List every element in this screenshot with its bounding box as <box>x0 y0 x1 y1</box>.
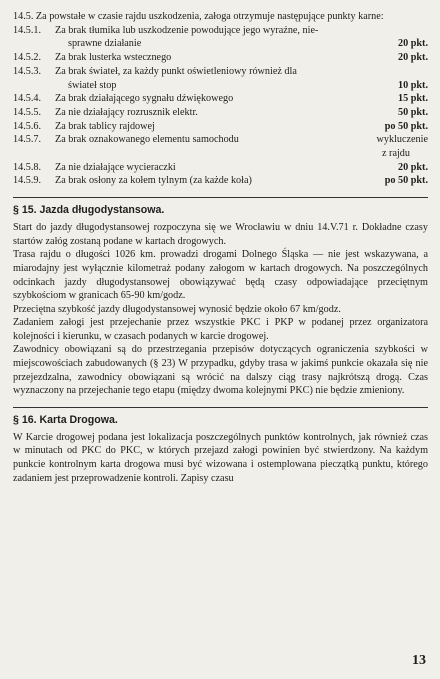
penalty-amount: po 50 pkt. <box>384 175 428 187</box>
penalty-intro <box>13 10 428 24</box>
penalty-item <box>13 51 428 65</box>
penalty-amount: 20 pkt. <box>397 52 428 64</box>
penalty-item <box>13 133 428 160</box>
penalty-item <box>13 24 428 51</box>
page-number: 13 <box>412 653 426 668</box>
penalty-text: Za brak działającego sygnału dźwiękowego <box>55 93 234 105</box>
section-16-title: § 16. Karta Drogowa. <box>13 413 118 426</box>
penalty-amount-cont: z rajdu <box>381 148 410 160</box>
penalty-item <box>13 161 428 175</box>
paragraph: Zadaniem załogi jest przejechanie przez wszystkie PKC i PKP w podanej przez organizatora kolejności i kierunku, w czasach podanych w karcie drogowej. <box>13 317 428 342</box>
penalty-amount: 20 pkt. <box>397 161 428 173</box>
penalty-text: Za nie działający rozrusznik elektr. <box>55 106 198 118</box>
penalty-text: Za brak oznakowanego elementu samochodu <box>55 134 239 146</box>
penalty-amount: po 50 pkt. <box>384 120 428 132</box>
penalty-amount: wykluczenie <box>376 134 428 146</box>
paragraph: W Karcie drogowej podana jest lokalizacja poszczególnych punktów kontrolnych, jak również czas w minutach od PKC do PKC, w których przejazd załogi powinien być stwierdzony. Na każdym punkcie kontrolnym karta drogowa musi być wizowana i ostemplowana pieczątką punktu, którego zadaniem jest przeprowadzenie kontroli. Zapisy czasu <box>13 431 428 484</box>
penalty-item <box>13 65 428 92</box>
penalty-item <box>13 174 428 188</box>
penalty-item <box>13 106 428 120</box>
penalty-number: 14.5.4. <box>13 93 42 105</box>
penalty-number: 14.5.5. <box>13 106 42 118</box>
penalty-number: 14.5.6. <box>13 120 42 132</box>
penalty-number: 14.5.8. <box>13 161 42 173</box>
penalty-amount: 50 pkt. <box>397 106 428 118</box>
penalty-text: Za brak tablicy rajdowej <box>55 120 155 132</box>
penalty-list <box>13 10 428 188</box>
penalty-text: sprawne działanie <box>68 38 142 50</box>
penalty-intro-text: 14.5. Za powstałe w czasie rajdu uszkodzenia, załoga otrzymuje następujące punkty karne: <box>13 11 384 22</box>
page-content <box>13 10 428 485</box>
penalty-text: Za nie działające wycieraczki <box>55 161 176 173</box>
section-divider <box>13 197 428 198</box>
penalty-text: Za brak osłony za kołem tylnym (za każde koła) <box>55 175 252 187</box>
penalty-item <box>13 92 428 106</box>
penalty-text: Za brak tłumika lub uszkodzenie powodujące jego wyraźne, nie- <box>55 24 319 36</box>
penalty-number: 14.5.9. <box>13 175 42 187</box>
penalty-number: 14.5.7. <box>13 134 42 146</box>
penalty-text: świateł stop <box>68 79 117 91</box>
penalty-number: 14.5.2. <box>13 52 42 64</box>
paragraph: Zawodnicy obowiązani są do przestrzegania przepisów dotyczących ograniczenia szybkości w miejscowościach zabudowanych (§ 23) W przypadku, gdyby trasa w jakimś punkcie okazała się nie przejezdzalna, zawodnicy obowiązani są wrócić na dalszy ciąg trasy najkrótszą drogą. Czas wyznaczony na przejechanie tego etapu (między dwoma kolejnymi PKC) nie będzie zmieniony. <box>13 344 428 397</box>
penalty-item <box>13 120 428 134</box>
penalty-text: Za brak świateł, za każdy punkt oświetleniowy również dla <box>55 65 297 77</box>
penalty-number: 14.5.1. <box>13 24 42 36</box>
penalty-amount: 10 pkt. <box>397 79 428 91</box>
penalty-text: Za brak lusterka wstecznego <box>55 52 172 64</box>
penalty-amount: 20 pkt. <box>397 38 428 50</box>
penalty-number: 14.5.3. <box>13 65 42 77</box>
paragraph: Przeciętna szybkość jazdy długodystansowej wynosić będzie około 67 km/godz. <box>13 303 341 315</box>
penalty-amount: 15 pkt. <box>397 93 428 105</box>
section-15-title: § 15. Jazda długodystansowa. <box>13 204 165 217</box>
paragraph: Trasa rajdu o długości 1026 km. prowadzi drogami Dolnego Śląska — nie jest wskazywana, a miarodajny jest wyłącznie kilometraż podany załogom w kartach drogowych. Na poszczególnych odcinkach jazdy długodystansowej obowiązywać będą czasy odpowiadające przeciętnym szybkościom w granicach 65-90 km/godz. <box>13 249 428 302</box>
paragraph: Start do jazdy długodystansowej rozpoczyna się we Wrocławiu w dniu 14.V.71 r. Dokładne czasy startów załóg zostaną podane w kartach drogowych. <box>13 222 428 247</box>
section-divider <box>13 407 428 408</box>
